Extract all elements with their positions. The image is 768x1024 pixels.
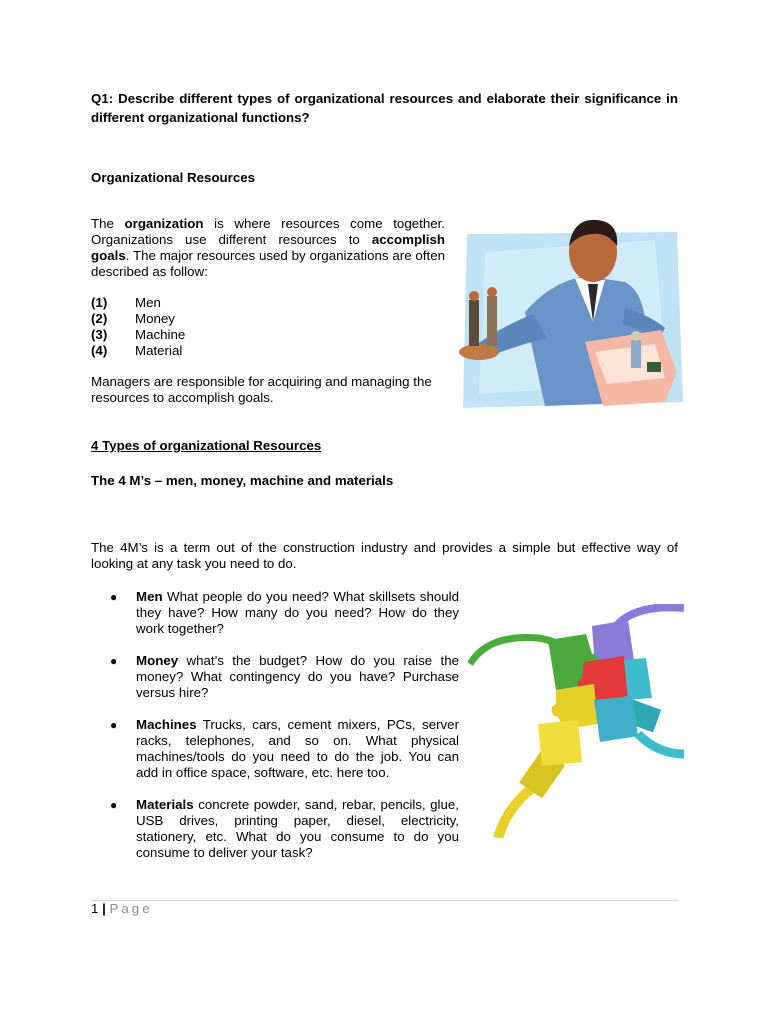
page-footer xyxy=(91,901,153,916)
page-number: 1 xyxy=(91,901,99,916)
footer-divider xyxy=(91,900,678,901)
businessman-clipart xyxy=(455,212,685,410)
list-item: (2) Money xyxy=(91,311,175,326)
question-heading: Q1: Describe different types of organizational resources and elaborate their significance in different organizational functions? xyxy=(91,91,678,125)
list-item: ● Materials concrete powder, sand, rebar, pencils, glue, USB drives, printing paper, diesel, electricity, stationery, etc. What do you consume to do you consume to deliver your task? xyxy=(110,797,459,860)
footer-separator: | xyxy=(102,901,106,916)
bullet-icon: ● xyxy=(110,798,118,812)
list-item: ● Men What people do you need? What skillsets should they have? How many do you need? How do they work together? xyxy=(110,589,459,636)
list-item: (1) Men xyxy=(91,295,161,310)
list-item: (4) Material xyxy=(91,343,183,358)
intro-paragraph: The organization is where resources come together. Organizations use different resources to accomplish goals. The major resources used by organizations are often described as follow: xyxy=(91,216,445,279)
bullet-icon: ● xyxy=(110,590,118,604)
list-item: ● Machines Trucks, cars, cement mixers, PCs, server racks, telephones, and so on. What physical machines/tools do you need to do the job. You can add in office space, software, etc. here too. xyxy=(110,717,459,780)
resource-list xyxy=(91,295,185,359)
section-heading-resources: Organizational Resources xyxy=(91,170,256,185)
fourm-paragraph: The 4M’s is a term out of the construction industry and provides a simple but effective way of looking at any task you need to do. xyxy=(91,540,678,571)
managers-paragraph: Managers are responsible for acquiring and managing the resources to accomplish goals. xyxy=(91,374,432,405)
puzzle-cables-image xyxy=(468,604,684,838)
page-label: Page xyxy=(109,901,153,916)
bullet-icon: ● xyxy=(110,654,118,668)
list-item: (3) Machine xyxy=(91,327,186,342)
list-item: ● Money what’s the budget? How do you raise the money? What contingency do you have? Purchase versus hire? xyxy=(110,653,459,700)
bullet-list xyxy=(110,589,459,877)
section-heading-4m: The 4 M’s – men, money, machine and materials xyxy=(91,473,394,488)
bullet-icon: ● xyxy=(110,718,118,732)
section-heading-types: 4 Types of organizational Resources xyxy=(91,438,322,453)
